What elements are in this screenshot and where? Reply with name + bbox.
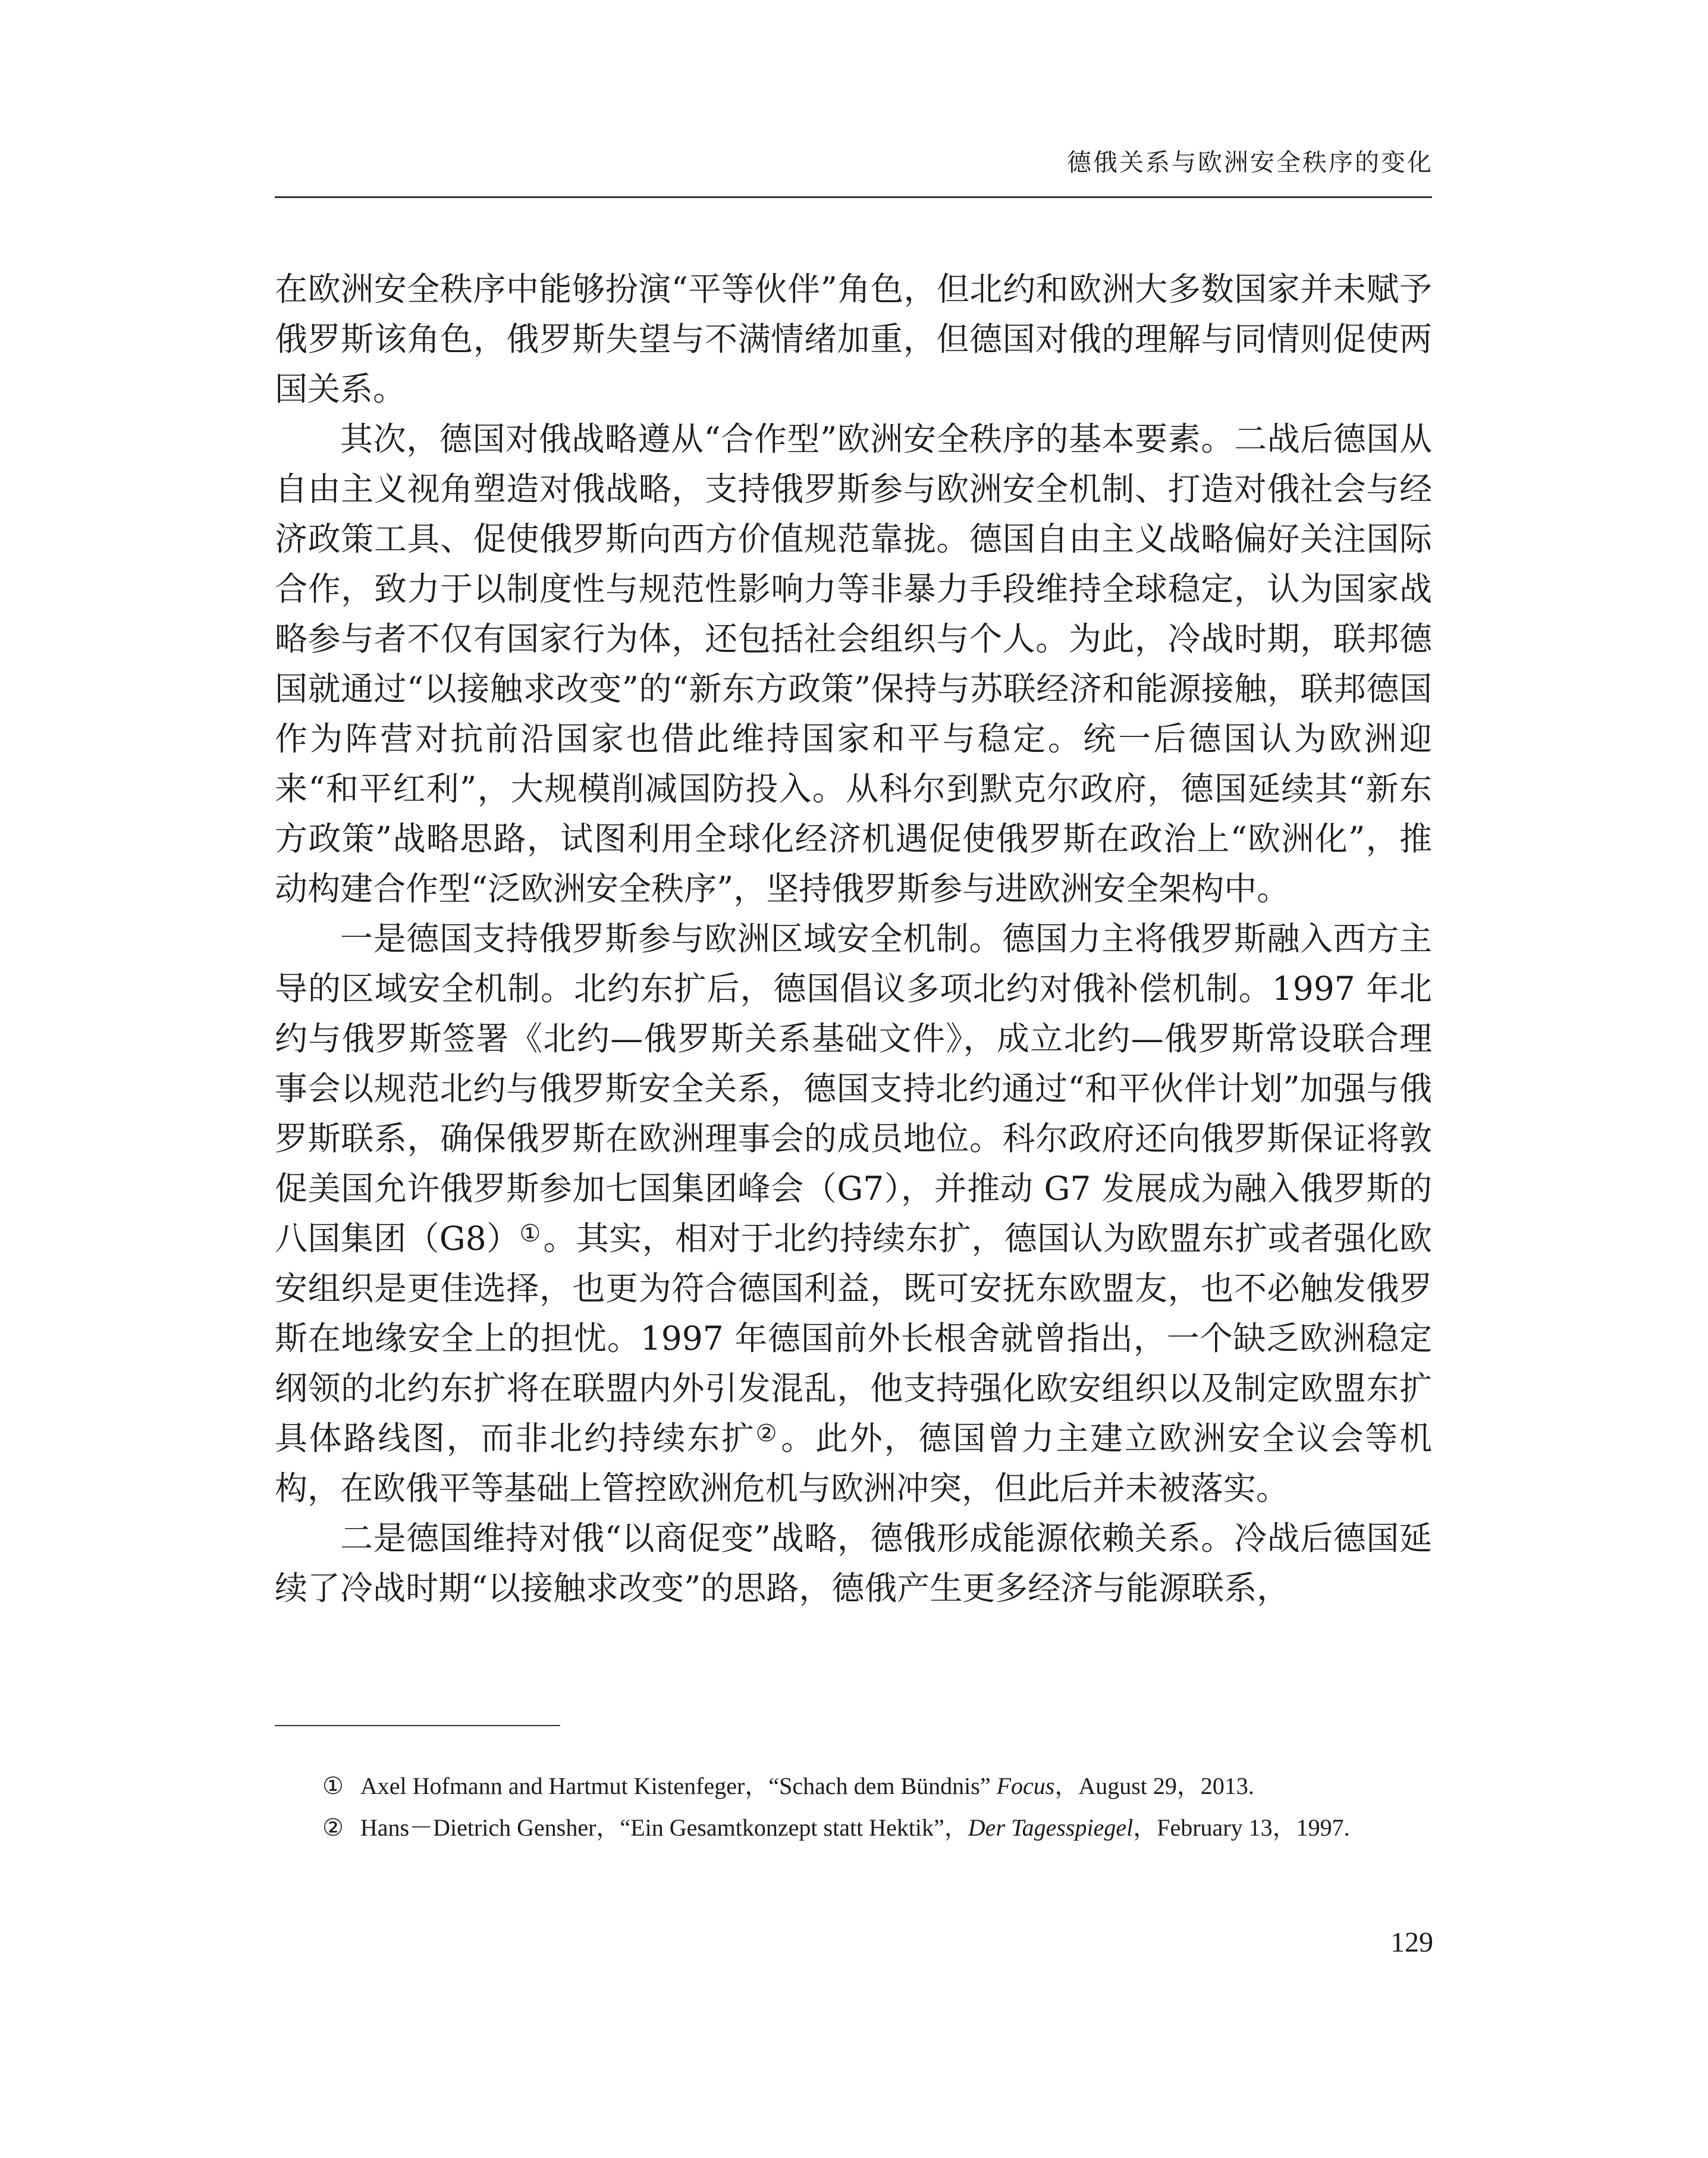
footnote-date: ，February 13，1997. (1133, 1814, 1350, 1841)
footnote-1 (275, 1767, 1432, 1806)
paragraph-1: 在欧洲安全秩序中能够扮演“平等伙伴”角色，但北约和欧洲大多数国家并未赋予俄罗斯该角色，俄罗斯失望与不满情绪加重，但德国对俄的理解与同情则促使两国关系。 (275, 270, 1432, 408)
header-divider (275, 196, 1432, 198)
footnote-ref-1: ① (519, 1220, 541, 1247)
footnote-title: “Ein Gesamtkonzept statt Hektik”， (620, 1814, 968, 1841)
footnote-source: Der Tagesspiegel (968, 1814, 1134, 1841)
footnote-number: ② (322, 1814, 344, 1841)
footnote-source: Focus (996, 1773, 1055, 1799)
footnote-2 (275, 1808, 1432, 1848)
footnote-divider (275, 1725, 560, 1726)
main-text (275, 264, 1432, 1613)
footnote-authors: Axel Hofmann and Hartmut Kistenfeger， (360, 1773, 769, 1799)
footnote-date: ，August 29，2013. (1054, 1773, 1254, 1799)
page-number: 129 (1390, 1927, 1433, 1958)
paragraph-3 (275, 914, 1432, 1513)
footnote-title: “Schach dem Bündnis” (768, 1773, 991, 1799)
paragraph-3-text-a: 一是德国支持俄罗斯参与欧洲区域安全机制。德国力主将俄罗斯融入西方主导的区域安全机制。北约东扩后，德国倡议多项北约对俄补偿机制。1997 年北约与俄罗斯签署《北约—俄罗斯关系基础文件》，成立北约—俄罗斯常设联合理事会以规范北约与俄罗斯安全关系，德国支持北约通过“和平伙伴计划”加强与俄罗斯联系，确保俄罗斯在欧洲理事会的成员地位。科尔政府还向俄罗斯保证将敦促美国允许俄罗斯参加七国集团峰会（G7），并推动 G7 发展成为融入俄罗斯的八国集团（G8） (275, 920, 1432, 1257)
footnote-number: ① (322, 1773, 344, 1799)
footnote-authors: Hans－Dietrich Gensher， (360, 1814, 620, 1841)
footnote-ref-2: ② (755, 1420, 779, 1447)
paragraph-4: 二是德国维持对俄“以商促变”战略，德俄形成能源依赖关系。冷战后德国延续了冷战时期“以接触求改变”的思路，德俄产生更多经济与能源联系， (275, 1519, 1432, 1607)
paragraph-3-text-b: 。其实，相对于北约持续东扩，德国认为欧盟东扩或者强化欧安组织是更佳选择，也更为符合德国利益，既可安抚东欧盟友，也不必触发俄罗斯在地缘安全上的担忧。1997 年德国前外长根舍就曾指出，一个缺乏欧洲稳定纲领的北约东扩将在联盟内外引发混乱，他支持强化欧安组织以及制定欧盟东扩具体路线图，而非北约持续东扩 (275, 1219, 1432, 1457)
paragraph-3-text-c: 。此外，德国曾力主建立欧洲安全议会等机构，在欧俄平等基础上管控欧洲危机与欧洲冲突，但此后并未被落实。 (275, 1419, 1432, 1507)
paragraph-2: 其次，德国对俄战略遵从“合作型”欧洲安全秩序的基本要素。二战后德国从自由主义视角塑造对俄战略，支持俄罗斯参与欧洲安全机制、打造对俄社会与经济政策工具、促使俄罗斯向西方价值规范靠拢。德国自由主义战略偏好关注国际合作，致力于以制度性与规范性影响力等非暴力手段维持全球稳定，认为国家战略参与者不仅有国家行为体，还包括社会组织与个人。为此，冷战时期，联邦德国就通过“以接触求改变”的“新东方政策”保持与苏联经济和能源接触，联邦德国作为阵营对抗前沿国家也借此维持国家和平与稳定。统一后德国认为欧洲迎来“和平红利”，大规模削减国防投入。从科尔到默克尔政府，德国延续其“新东方政策”战略思路，试图利用全球化经济机遇促使俄罗斯在政治上“欧洲化”，推动构建合作型“泛欧洲安全秩序”，坚持俄罗斯参与进欧洲安全架构中。 (275, 420, 1432, 908)
footnotes (275, 1767, 1432, 1850)
running-header: 德俄关系与欧洲安全秩序的变化 (1067, 148, 1433, 177)
